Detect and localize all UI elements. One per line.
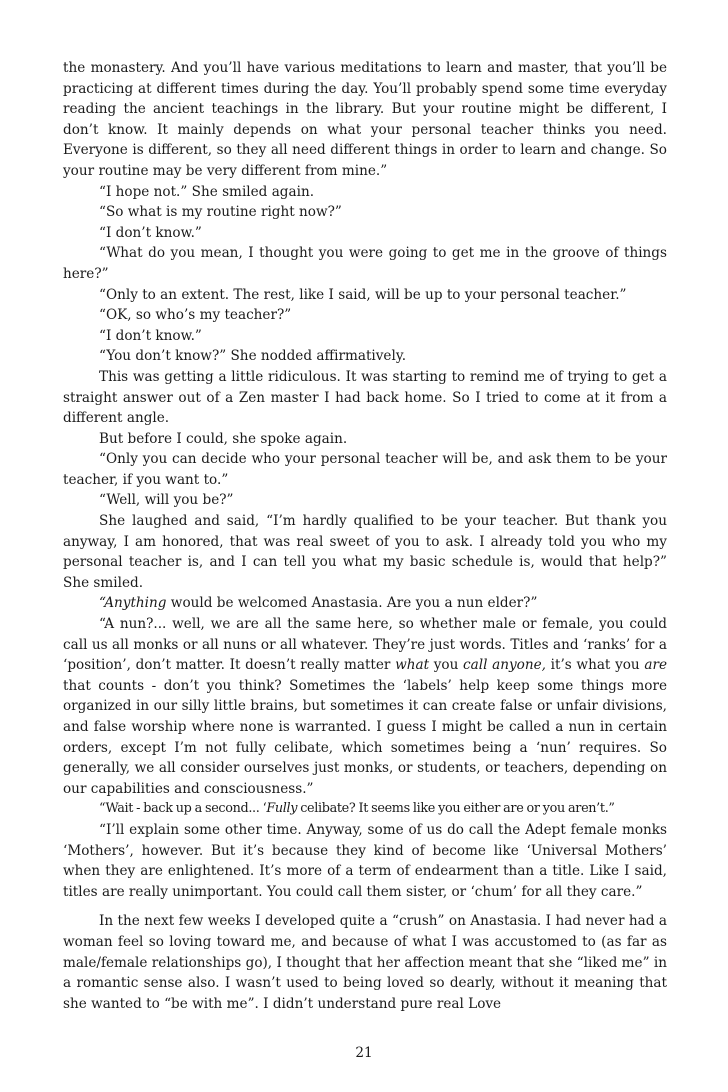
text-run: you (429, 657, 464, 674)
paragraph (63, 820, 667, 902)
text-run: the monastery. And you’ll have various meditations to learn and master, that you’ll be practicing at different times during the day. You’ll probably spend some time everyday reading the ancient teachings in the library. But your routine might be different, I don’t know. It mainly depends on what your personal teacher thinks you need. Everyone is different, so they all need different things in order to learn and change. So your routine may be very different from mine.” (63, 60, 667, 179)
paragraph (63, 511, 667, 593)
text-run: that counts - don’t you think? Sometimes the ‘labels’ help keep some things more organized in our silly little brains, but sometimes it can create false or unfair divisions, and false worship where none is warranted. I guess I might be called a nun in certain orders, except I’m not fully celibate, which sometimes being a ‘nun’ requires. So generally, we all consider ourselves just monks, or students, or teachers, depending on our capabilities and consciousness.” (63, 677, 667, 797)
paragraph (63, 799, 667, 820)
paragraph (63, 202, 667, 223)
text-run: “A nun?... well, we are all the same here, so whether male or female, you could call us all monks or all nuns or all whatever. They’re just words. Titles and ‘ranks’ for a ‘position’, don’t matter. It doesn’t really matter (63, 616, 667, 674)
text-run: celibate? It seems like you either are or you aren’t.” (297, 801, 615, 817)
paragraph (63, 223, 667, 244)
paragraph (63, 326, 667, 347)
text-run: “Only you can decide who your personal teacher will be, and ask them to be your teacher, if you want to.” (63, 451, 667, 488)
paragraph (63, 911, 667, 1014)
text-run: “What do you mean, I thought you were going to get me in the groove of things here?” (63, 245, 667, 282)
paragraph (63, 593, 667, 614)
paragraph (63, 614, 667, 799)
text-run: “Only to an extent. The rest, like I said, will be up to your personal teacher.” (99, 286, 627, 303)
paragraph (63, 58, 667, 182)
italic-run: what (395, 657, 430, 674)
text-run: “I don’t know.” (99, 327, 202, 344)
text-run: “Well, will you be?” (99, 492, 234, 509)
italic-run: call anyone, (463, 657, 546, 674)
text-run: it’s what you (545, 657, 645, 674)
italic-run: Anything (104, 595, 167, 612)
paragraph (63, 490, 667, 511)
text-run: “I hope not.” She smiled again. (99, 183, 315, 200)
text-run: would be welcomed Anastasia. Are you a nun elder?” (166, 595, 538, 612)
book-page-text (63, 58, 667, 1014)
paragraph (63, 182, 667, 203)
text-run: “You don’t know?” She nodded affirmatively. (99, 348, 407, 365)
text-run: “So what is my routine right now?” (99, 204, 342, 221)
text-run: “Wait - back up a second... ‘ (99, 801, 267, 817)
paragraph (63, 305, 667, 326)
italic-run: are (644, 657, 668, 674)
text-run: But before I could, she spoke again. (99, 430, 348, 447)
text-run: She laughed and said, “I’m hardly qualified to be your teacher. But thank you anyway, I am honored, that was real sweet of you to ask. I already told you who my personal teacher is, and I can tell you what my basic schedule is, would that help?” She smiled. (63, 513, 667, 591)
text-run: “I don’t know.” (99, 224, 202, 241)
paragraph (63, 346, 667, 367)
paragraph (63, 243, 667, 284)
text-run: This was getting a little ridiculous. It was starting to remind me of trying to get a straight answer out of a Zen master I had back home. So I tried to come at it from a different angle. (63, 368, 667, 427)
italic-run: “ (99, 595, 105, 612)
text-run: In the next few weeks I developed quite a “crush” on Anastasia. I had never had a woman feel so loving toward me, and because of what I was accustomed to (as far as male/female relationships go), I thought that her affection meant that she “liked me” in a romantic sense also. I wasn’t used to being loved so dearly, without it meaning that she wanted to “be with me”. I didn’t understand pure real Love (63, 913, 667, 1012)
text-run: “I’ll explain some other time. Anyway, some of us do call the Adept female monks ‘Mothers’, however. But it’s because they kind of become like ‘Universal Mothers’ when they are enlightened. It’s more of a term of endearment than a title. Like I said, titles are really unimportant. You could call them sister, or ‘chum’ for all they care.” (63, 821, 667, 900)
text-run: “OK, so who’s my teacher?” (99, 307, 292, 324)
paragraph (63, 449, 667, 490)
italic-run: Fully (266, 801, 298, 817)
paragraph (63, 367, 667, 429)
paragraph (63, 429, 667, 450)
page-number: 21 (355, 1045, 373, 1061)
paragraph (63, 285, 667, 306)
